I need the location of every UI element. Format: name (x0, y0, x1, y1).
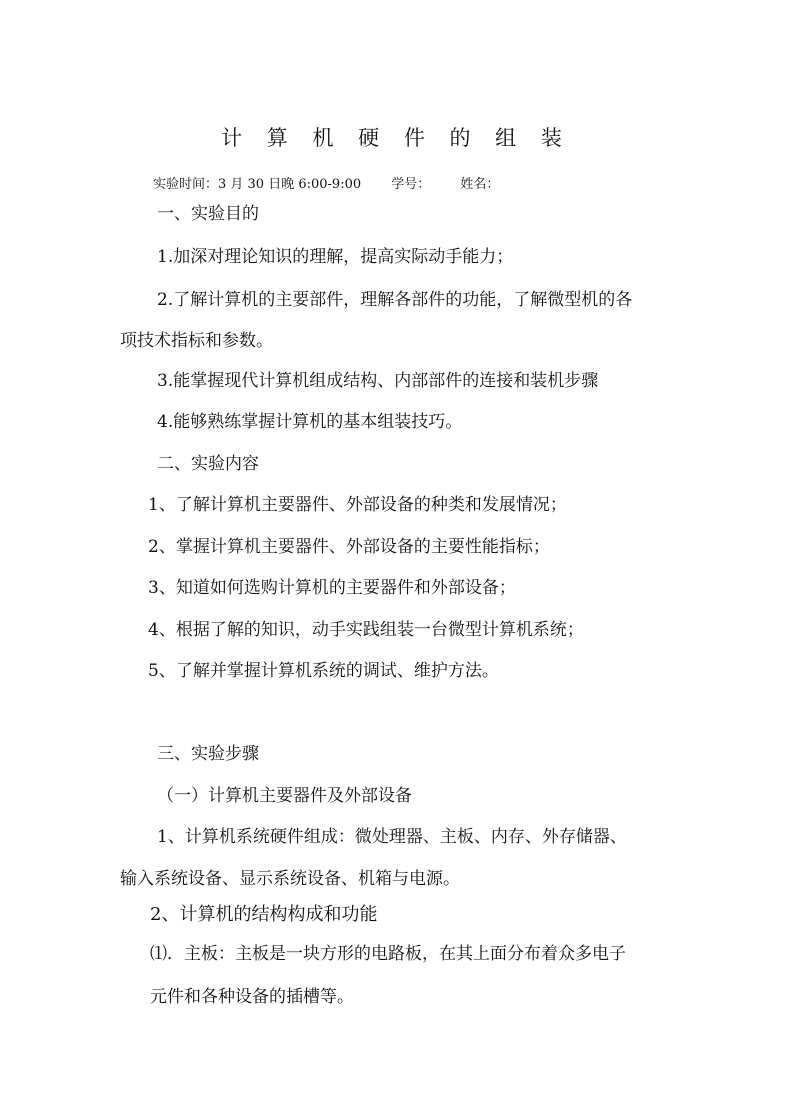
section-2-item-4: 4、根据了解的知识，动手实践组装一台微型计算机系统； (148, 620, 584, 640)
experiment-time: 实验时间：3 月 30 日晚 6:00-9:00 (153, 177, 362, 192)
section-1-item-2-line-1: 2.了解计算机的主要部件，理解各部件的功能，了解微型机的各 (157, 290, 633, 310)
section-3-subheading-1: （一）计算机主要器件及外部设备 (157, 786, 412, 806)
section-3-heading: 三、实验步骤 (157, 744, 259, 764)
student-id-label: 学号： (391, 177, 431, 192)
student-name-label: 姓名： (460, 177, 500, 192)
section-1-item-2-line-2: 项技术指标和参数。 (120, 331, 273, 351)
section-2-item-1: 1、了解计算机主要器件、外部设备的种类和发展情况； (148, 495, 567, 515)
section-1-item-1: 1.加深对理论知识的理解，提高实际动手能力； (157, 247, 514, 267)
section-2-item-2: 2、掌握计算机主要器件、外部设备的主要性能指标； (148, 537, 550, 557)
section-2-heading: 二、实验内容 (157, 454, 259, 474)
section-1-heading: 一、实验目的 (157, 204, 259, 224)
section-3-paragraph-3-line-1: ⑴．主板：主板是一块方形的电路板，在其上面分布着众多电子 (150, 944, 626, 964)
section-1-item-4: 4.能够熟练掌握计算机的基本组装技巧。 (157, 412, 463, 432)
section-1-item-3: 3.能掌握现代计算机组成结构、内部部件的连接和装机步骤 (157, 371, 599, 391)
experiment-meta (153, 173, 517, 192)
document-title: 计 算 机 硬 件 的 组 装 (221, 126, 571, 150)
section-2-item-5: 5、了解并掌握计算机系统的调试、维护方法。 (148, 661, 499, 681)
section-3-paragraph-1-line-2: 输入系统设备、显示系统设备、机箱与电源。 (120, 869, 460, 889)
section-3-paragraph-2: 2、计算机的结构构成和功能 (150, 904, 378, 925)
section-2-item-3: 3、知道如何选购计算机的主要器件和外部设备； (148, 578, 516, 598)
section-3-paragraph-3-line-2: 元件和各种设备的插槽等。 (150, 987, 354, 1007)
section-3-paragraph-1-line-1: 1、计算机系统硬件组成：微处理器、主板、内存、外存储器、 (157, 827, 627, 847)
